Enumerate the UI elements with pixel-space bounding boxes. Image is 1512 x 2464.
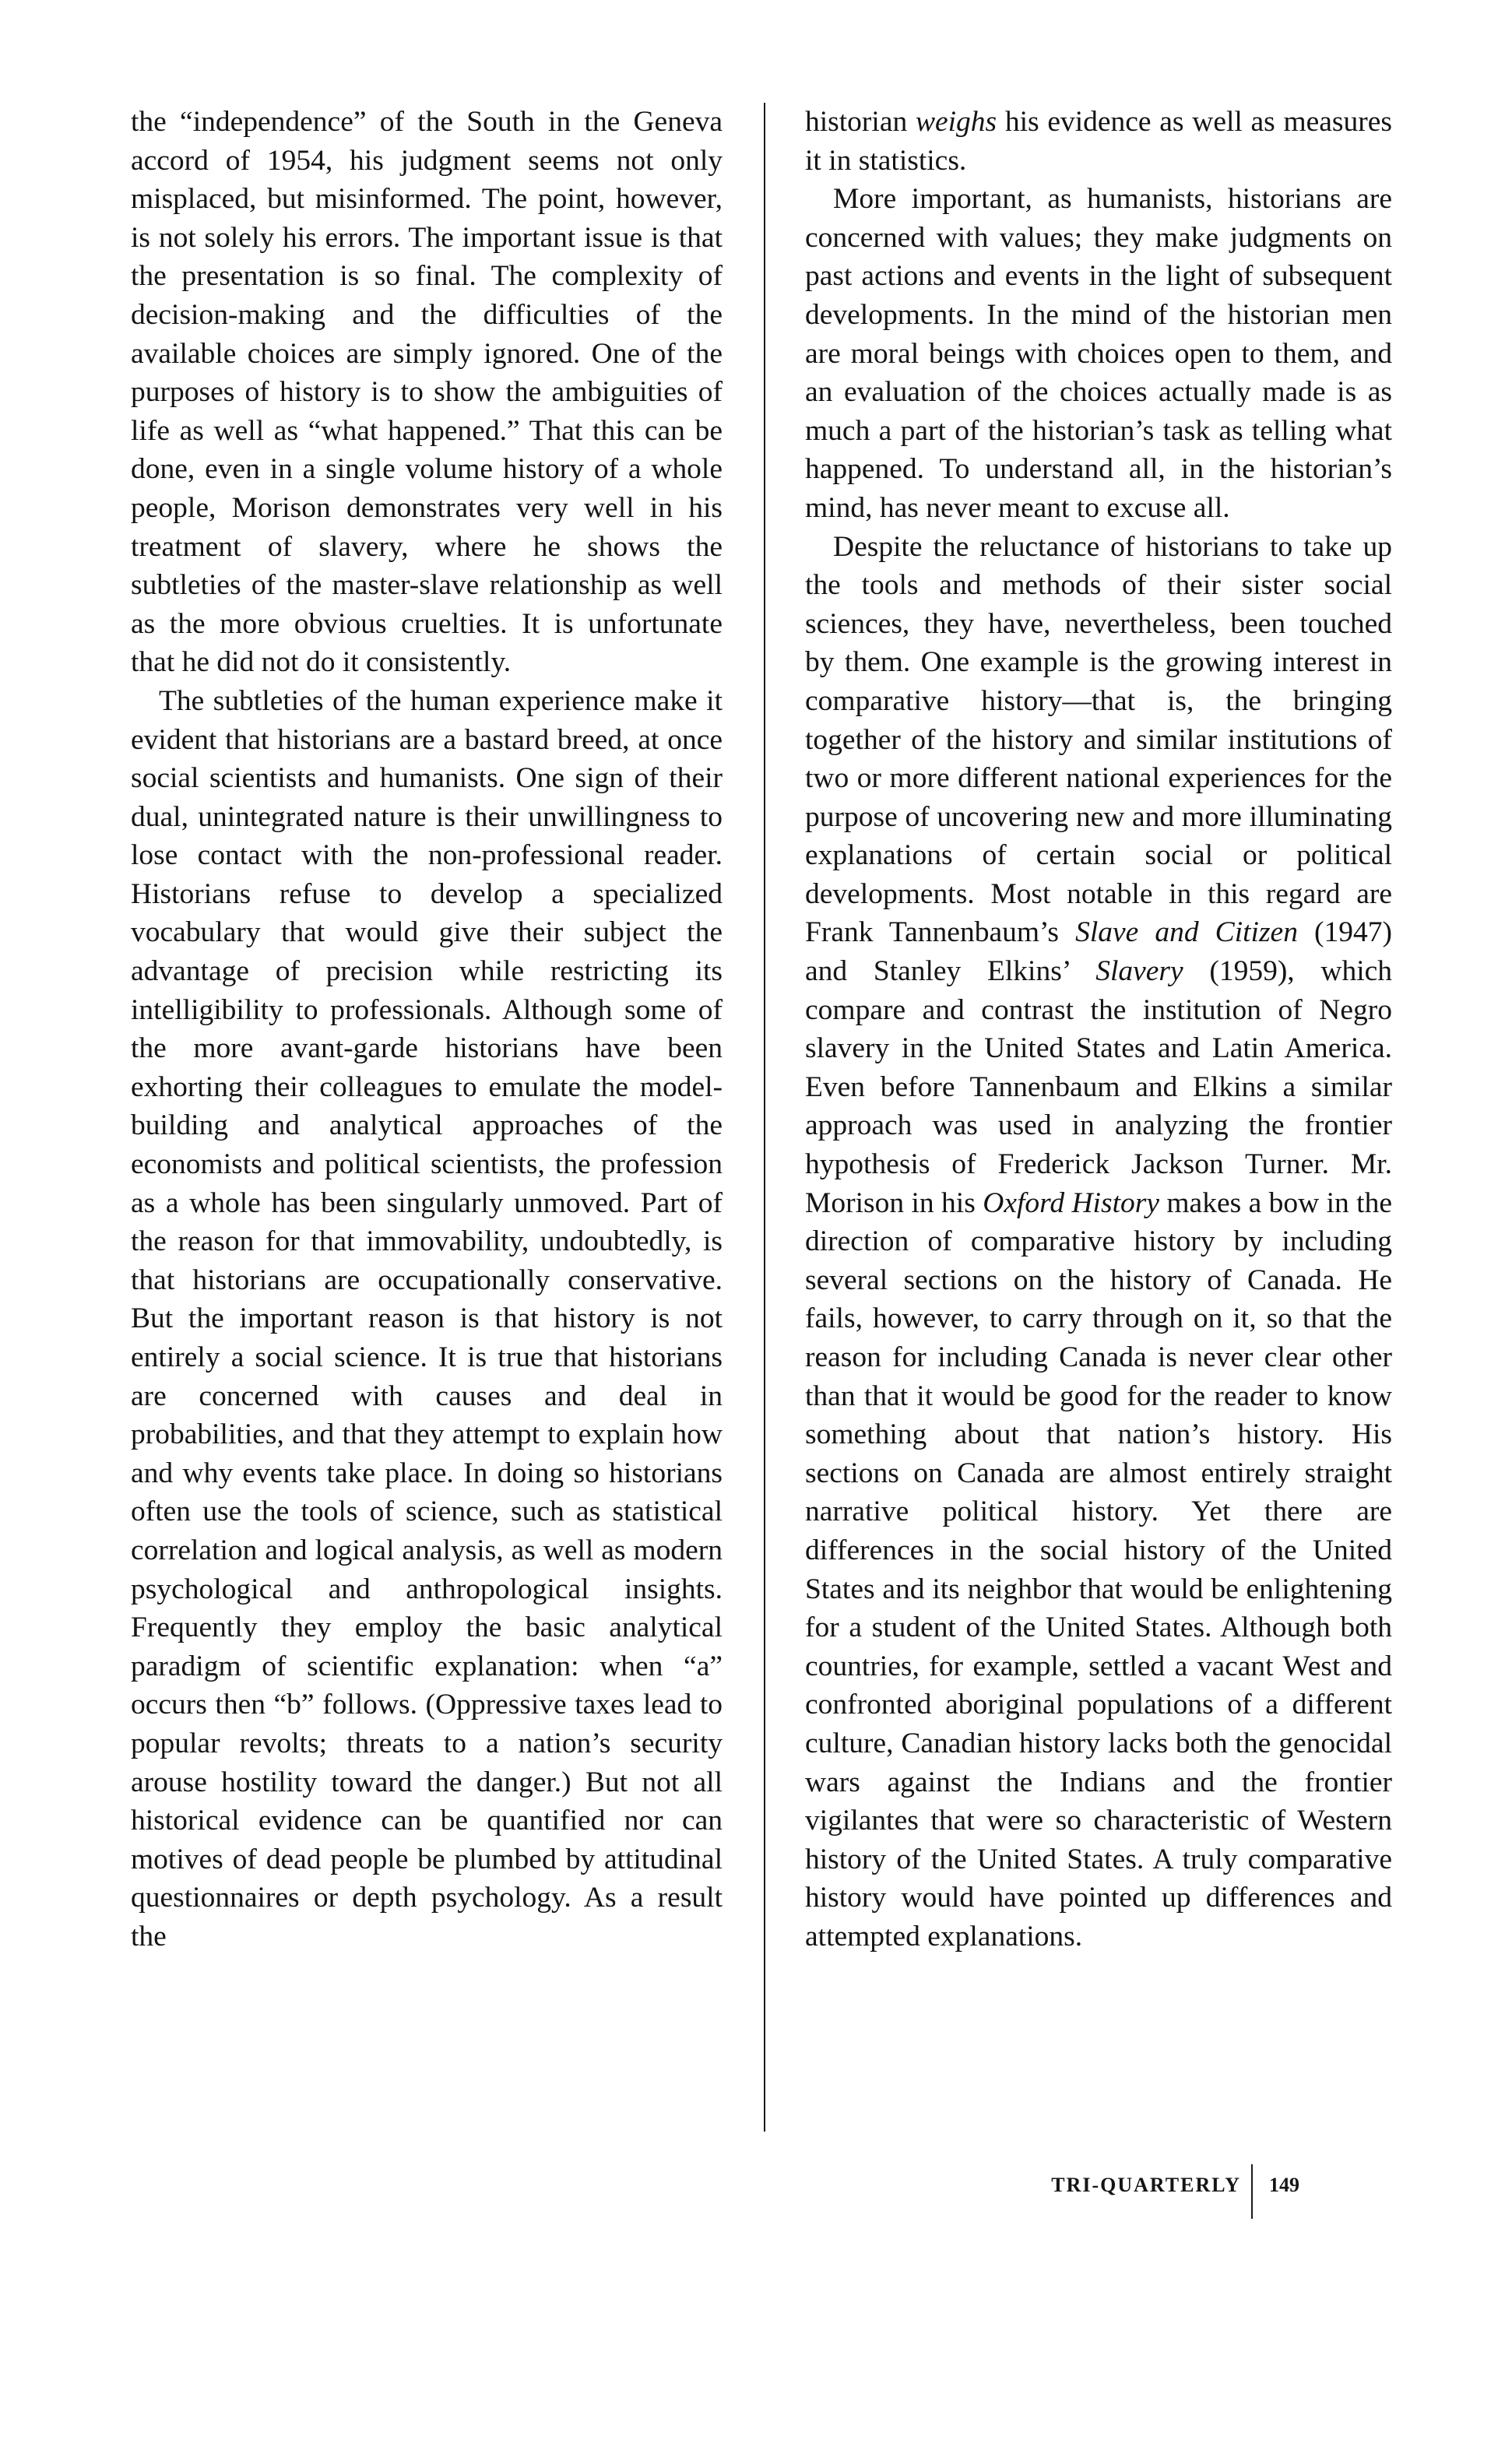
right-paragraph-3 bbox=[805, 528, 1392, 1956]
text-run: (1947) and Stanley Elkins’ bbox=[805, 916, 1392, 988]
book-title-slavery: Slavery bbox=[1095, 955, 1183, 988]
right-paragraph-2: More important, as humanists, historians are concerned with values; they make judgments on past actions and events in the light of subsequent developments. In the mind of the historian men are moral beings with choices open to them, and an evaluation of the choices actually made is as much a part of the historian’s task as telling what happened. To understand all, in the historian’s mind, has never meant to excuse all. bbox=[805, 183, 1392, 524]
book-title-slave-and-citizen: Slave and Citizen bbox=[1075, 916, 1298, 949]
text-run: historian bbox=[805, 106, 916, 138]
right-column bbox=[805, 103, 1392, 1956]
page-footer bbox=[810, 2164, 1355, 2219]
text-run: (1959), which compare and contrast the institution of Negro slavery in the United States and Latin America. Even before Tannenbaum and Elkins a similar approach was used in analyzing the frontier hypothesis of Frederick Jackson Turner. Mr. Morison in his bbox=[805, 955, 1393, 1219]
italic-word-weighs: weighs bbox=[915, 106, 997, 138]
text-run: Despite the reluctance of historians to take up the tools and methods of their sister social sciences, they have, nevertheless, been touched by them. One example is the growing interest in comparative history—that is, the bringing together of the history and similar institutions of two or more different national experiences for the purpose of uncovering new and more illuminating explanations of certain social or political developments. Most notable in this regard are Frank Tannenbaum’s bbox=[805, 530, 1392, 949]
left-paragraph-2: The subtleties of the human experience make it evident that historians are a bastard breed, at once social scientists and humanists. One sign of their dual, unintegrated nature is their unwillingness to lose contact with the non-professional reader. Historians refuse to develop a specialized vocabulary that would give their subject the advantage of precision while restricting its intelligibility to professionals. Although some of the more avant-garde historians have been exhorting their colleagues to emulate the model-building and analytical approaches of the economists and political scientists, the profession as a whole has been singularly unmoved. Part of the reason for that immovability, undoubtedly, is that historians are occupationally conservative. But the important reason is that history is not entirely a social science. It is true that historians are concerned with causes and deal in probabilities, and that they attempt to explain how and why events take place. In doing so historians often use the tools of science, such as statistical correlation and logical analysis, as well as modern psychological and anthropological insights. Frequently they employ the basic analytical paradigm of scientific explanation: when “a” occurs then “b” follows. (Oppressive taxes lead to popular revolts; threats to a nation’s security arouse hostility toward the danger.) But not all historical evidence can be quantified nor can motives of dead people be plumbed by attitudinal questionnaires or depth psychology. As a result the bbox=[131, 684, 723, 1953]
left-column bbox=[131, 103, 723, 1956]
footer-divider bbox=[1251, 2164, 1253, 2219]
text-run: makes a bow in the direction of comparative history by including several sections on the history of Canada. He fails, however, to carry through on it, so that the reason for including Canada is never clear other than that it would be good for the reader to know something about that nation’s history. His sections on Canada are almost entirely straight narrative political history. Yet there are differences in the social history of the United States and its neighbor that would be enlightening for a student of the United States. Although both countries, for example, settled a vacant West and confronted aboriginal populations of a different culture, Canadian history lacks both the genocidal wars against the Indians and the frontier vigilantes that were so characteristic of Western history of the United States. A truly comparative history would have pointed up differences and attempted explanations. bbox=[805, 1186, 1392, 1953]
journal-name: TRI-QUARTERLY bbox=[1051, 2174, 1241, 2196]
right-paragraph-1 bbox=[805, 103, 1392, 180]
column-divider bbox=[764, 103, 765, 2132]
left-paragraph-1: the “independence” of the South in the Geneva accord of 1954, his judgment seems not only misplaced, but misinformed. The point, however, is not solely his errors. The important issue is that the presentation is so final. The complexity of decision-making and the difficulties of the available choices are simply ignored. One of the purposes of history is to show the ambiguities of life as well as “what happened.” That this can be done, even in a single volume history of a whole people, Morison demonstrates very well in his treatment of slavery, where he shows the subtleties of the master-slave relationship as well as the more obvious cruelties. It is unfortunate that he did not do it consistently. bbox=[131, 106, 723, 679]
book-title-oxford-history: Oxford History bbox=[983, 1186, 1159, 1219]
page-number: 149 bbox=[1269, 2174, 1299, 2196]
text-run: his evidence as well as measures it in statistics. bbox=[805, 106, 1392, 177]
